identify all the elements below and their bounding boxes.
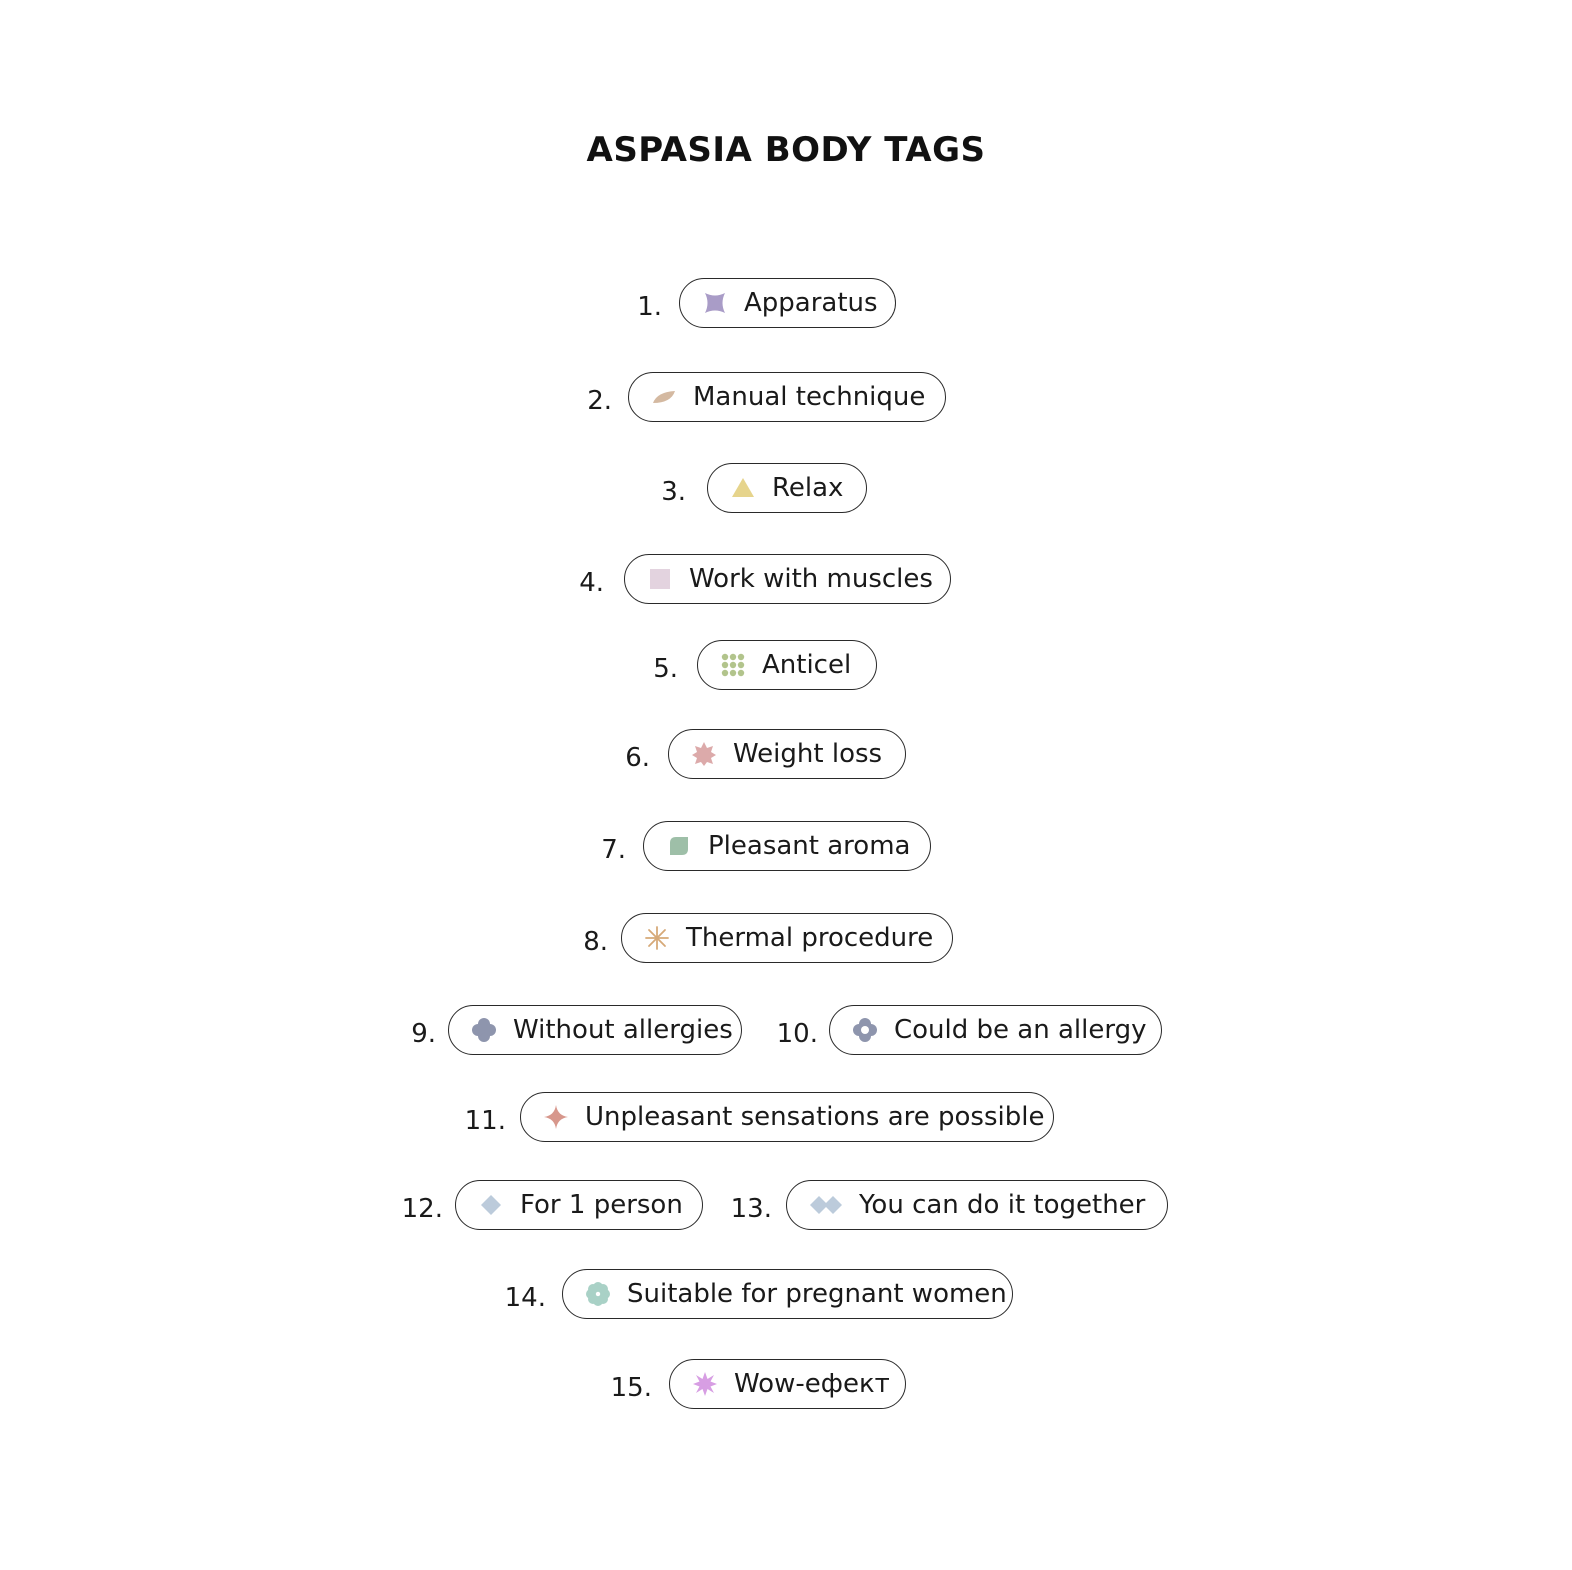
tag-label: Manual technique bbox=[693, 382, 926, 412]
double-diamond-icon bbox=[809, 1192, 843, 1218]
tag-chip-manual-technique[interactable] bbox=[628, 372, 946, 422]
tag-row bbox=[0, 640, 1572, 694]
tag-label: Apparatus bbox=[744, 288, 878, 318]
tag-label: Weight loss bbox=[733, 739, 883, 769]
tag-row bbox=[0, 1269, 1572, 1323]
tag-chip-suitable-for-pregnant-women[interactable] bbox=[562, 1269, 1013, 1319]
tag-label: Unpleasant sensations are possible bbox=[585, 1102, 1045, 1132]
tag-chip-you-can-do-it-together[interactable] bbox=[786, 1180, 1168, 1230]
dot-grid-icon bbox=[720, 652, 746, 678]
tag-number: 8. bbox=[583, 927, 608, 957]
tag-row bbox=[0, 1359, 1572, 1413]
tag-number: 5. bbox=[653, 654, 678, 684]
clover-outline-icon bbox=[852, 1017, 878, 1043]
diamond-icon bbox=[478, 1192, 504, 1218]
tag-number: 7. bbox=[601, 835, 626, 865]
tag-label: Could be an allergy bbox=[894, 1015, 1147, 1045]
tag-chip-wow-effect[interactable] bbox=[669, 1359, 906, 1409]
tag-row bbox=[0, 463, 1572, 517]
tag-number: 3. bbox=[661, 477, 686, 507]
clover-icon bbox=[471, 1017, 497, 1043]
tag-chip-weight-loss[interactable] bbox=[668, 729, 906, 779]
tag-label: Thermal procedure bbox=[686, 923, 934, 953]
tag-label: Work with muscles bbox=[689, 564, 933, 594]
tag-label: Relax bbox=[772, 473, 844, 503]
tag-label: Pleasant aroma bbox=[708, 831, 911, 861]
tag-chip-for-1-person[interactable] bbox=[455, 1180, 703, 1230]
tag-label: Suitable for pregnant women bbox=[627, 1279, 1007, 1309]
burst-star-icon bbox=[692, 1371, 718, 1397]
flower-icon bbox=[585, 1281, 611, 1307]
tag-chip-could-be-an-allergy[interactable] bbox=[829, 1005, 1162, 1055]
tag-label: Wow-ефект bbox=[734, 1369, 890, 1399]
tag-number: 1. bbox=[637, 292, 662, 322]
leaf-square-icon bbox=[666, 833, 692, 859]
tag-label: For 1 person bbox=[520, 1190, 683, 1220]
tag-number: 4. bbox=[579, 568, 604, 598]
tag-row bbox=[0, 913, 1572, 967]
tag-number: 14. bbox=[504, 1283, 546, 1313]
tag-label: Without allergies bbox=[513, 1015, 733, 1045]
leaf-oval-icon bbox=[651, 384, 677, 410]
tag-number: 6. bbox=[625, 743, 650, 773]
tag-chip-work-with-muscles[interactable] bbox=[624, 554, 951, 604]
tag-number: 10. bbox=[776, 1019, 818, 1049]
tag-number: 15. bbox=[610, 1373, 652, 1403]
asterisk-icon bbox=[644, 925, 670, 951]
tag-row bbox=[0, 1092, 1572, 1146]
tag-row bbox=[0, 278, 1572, 332]
tag-row bbox=[0, 554, 1572, 608]
tag-number: 12. bbox=[401, 1194, 443, 1224]
square-icon bbox=[647, 566, 673, 592]
tag-chip-unpleasant-sensations[interactable] bbox=[520, 1092, 1054, 1142]
tag-number: 2. bbox=[587, 386, 612, 416]
tag-chip-without-allergies[interactable] bbox=[448, 1005, 742, 1055]
tag-row bbox=[0, 729, 1572, 783]
starburst-icon bbox=[691, 741, 717, 767]
four-point-concave-star-icon bbox=[702, 290, 728, 316]
sparkle-icon bbox=[543, 1104, 569, 1130]
tag-row bbox=[0, 1180, 1572, 1234]
tag-row bbox=[0, 821, 1572, 875]
tag-chip-pleasant-aroma[interactable] bbox=[643, 821, 931, 871]
triangle-icon bbox=[730, 475, 756, 501]
tag-chip-apparatus[interactable] bbox=[679, 278, 896, 328]
tag-chip-relax[interactable] bbox=[707, 463, 867, 513]
tag-number: 11. bbox=[464, 1106, 506, 1136]
tag-label: You can do it together bbox=[859, 1190, 1146, 1220]
tag-row bbox=[0, 1005, 1572, 1059]
tag-number: 13. bbox=[730, 1194, 772, 1224]
tag-chip-thermal-procedure[interactable] bbox=[621, 913, 953, 963]
tag-label: Anticel bbox=[762, 650, 852, 680]
tag-row bbox=[0, 372, 1572, 426]
page-title: ASPASIA BODY TAGS bbox=[586, 130, 986, 170]
tag-chip-anticel[interactable] bbox=[697, 640, 877, 690]
tag-number: 9. bbox=[411, 1019, 436, 1049]
